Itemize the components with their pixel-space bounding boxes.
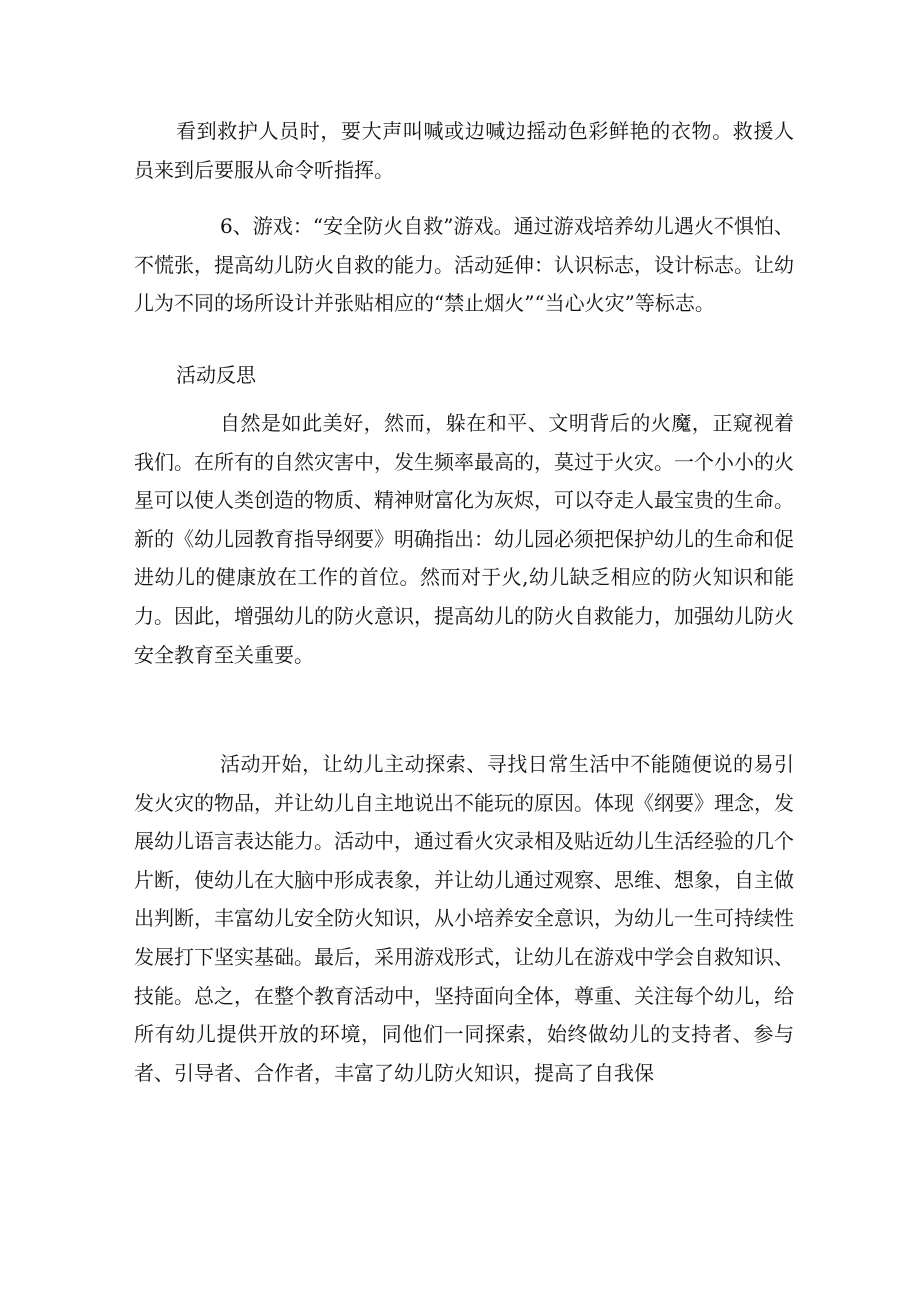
paragraph-game-activity: 6、游戏：“安全防火自救”游戏。通过游戏培养幼儿遇火不惧怕、不慌张，提高幼儿防火自救的能力。活动延伸：认识标志，设计标志。让幼儿为不同的场所设计并张贴相应的“禁止烟火”“当心火灾”等标志。 <box>134 214 794 316</box>
paragraph-reflection-intro: 自然是如此美好，然而，躲在和平、文明背后的火魔，正窥视着我们。在所有的自然灾害中，发生频率最高的，莫过于火灾。一个小小的火星可以使人类创造的物质、精神财富化为灰烬，可以夺走人最宝贵的生命。新的《幼儿园教育指导纲要》明确指出：幼儿园必须把保护幼儿的生命和促进幼儿的健康放在工作的首位。然而对于火,幼儿缺乏相应的防火知识和能力。因此，增强幼儿的防火意识，提高幼儿的防火自救能力，加强幼儿防火安全教育至关重要。 <box>134 411 794 667</box>
section-heading-reflection: 活动反思 <box>176 363 256 387</box>
paragraph-rescue-instructions: 看到救护人员时，要大声叫喊或边喊边摇动色彩鲜艳的衣物。救援人员来到后要服从命令听指挥。 <box>134 119 794 182</box>
paragraph-reflection-process: 活动开始，让幼儿主动探索、寻找日常生活中不能随便说的易引发火灾的物品，并让幼儿自主地说出不能玩的原因。体现《纲要》理念，发展幼儿语言表达能力。活动中，通过看火灾录相及贴近幼儿生活经验的几个片断，使幼儿在大脑中形成表象，并让幼儿通过观察、思维、想象，自主做出判断，丰富幼儿安全防火知识，从小培养安全意识，为幼儿一生可持续性发展打下坚实基础。最后，采用游戏形式，让幼儿在游戏中学会自救知识、技能。总之，在整个教育活动中，坚持面向全体，尊重、关注每个幼儿，给所有幼儿提供开放的环境，同他们一同探索，始终做幼儿的支持者、参与者、引导者、合作者，丰富了幼儿防火知识，提高了自我保 <box>134 752 794 1085</box>
